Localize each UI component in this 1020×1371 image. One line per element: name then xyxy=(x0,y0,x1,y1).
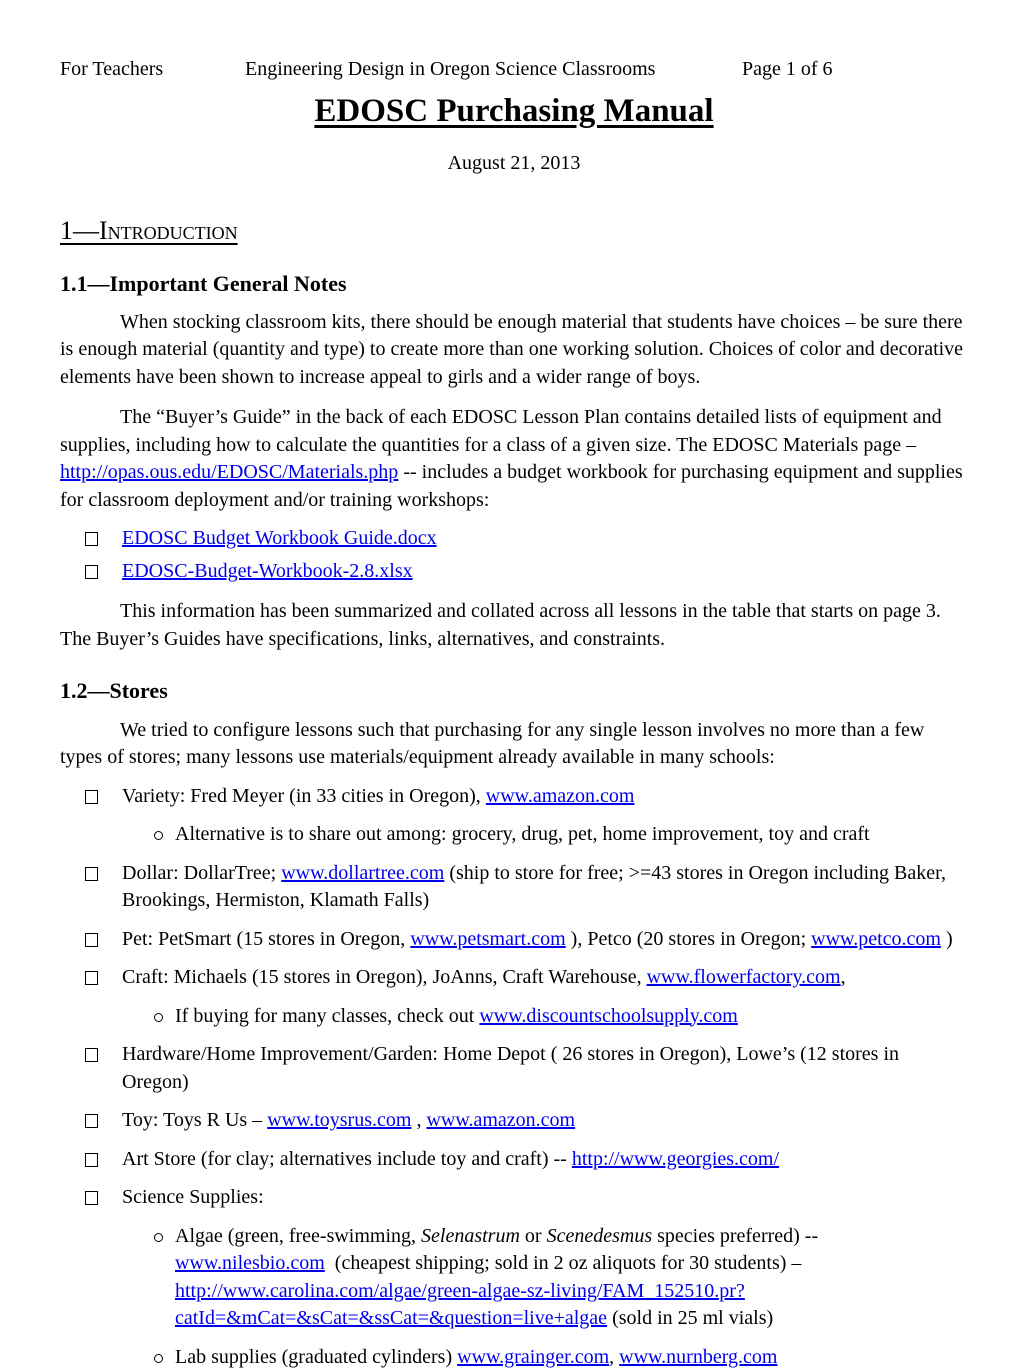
list-item xyxy=(60,558,968,586)
text-run: Hardware/Home Improvement/Garden: Home Depot ( 26 stores in Oregon), Lowe’s (12 stores in Oregon) xyxy=(122,1043,900,1093)
text-run: (ship to store for free; >=43 stores in Oregon including Baker, Brookings, Hermiston, Klamath Falls) xyxy=(122,861,946,912)
text-run: This information has been summarized and collated across all lessons in the table that starts on page 3. The Buyer’s Guides have specifications, links, alternatives, and constraints. xyxy=(60,600,941,650)
text-run: Alternative is to share out among: grocery, drug, pet, home improvement, toy and craft xyxy=(175,823,870,846)
hyperlink[interactable]: www.nurnberg.com xyxy=(619,1345,778,1368)
circle-bullet-icon xyxy=(154,831,163,840)
subsection-heading-important-general-notes xyxy=(60,271,968,296)
text-run: Variety: Fred Meyer (in 33 cities in Oregon), xyxy=(122,784,486,807)
checkbox-square-bullet-icon xyxy=(85,933,98,947)
hyperlink[interactable]: www.flowerfactory.com xyxy=(646,966,841,989)
list-item xyxy=(60,964,968,992)
subsection-heading-stores xyxy=(60,678,968,703)
sub-list-item xyxy=(60,1344,968,1371)
list-item xyxy=(60,525,968,553)
list-item xyxy=(60,1107,968,1135)
paragraph xyxy=(60,404,968,514)
paragraph xyxy=(60,717,968,772)
checkbox-square-bullet-icon xyxy=(85,790,98,804)
circle-bullet-icon xyxy=(154,1354,163,1363)
list-item xyxy=(60,860,968,915)
hyperlink[interactable]: www.grainger.com xyxy=(457,1345,610,1368)
species-name-text: Scenedesmus xyxy=(546,1224,653,1247)
text-run: We tried to configure lessons such that purchasing for any single lesson involves no more than a few types of stores; many lessons use materials/equipment already available in many schools: xyxy=(60,718,925,769)
list-item xyxy=(60,1041,968,1096)
text-run: Art Store (for clay; alternatives include toy and craft) -- xyxy=(122,1147,572,1170)
species-name-text: Selenastrum xyxy=(421,1224,520,1247)
text-run: Science Supplies: xyxy=(122,1186,264,1209)
text-run: Algae (green, free-swimming, xyxy=(175,1224,422,1247)
hyperlink[interactable]: www.discountschoolsupply.com xyxy=(479,1004,738,1027)
hyperlink[interactable]: http://opas.ous.edu/EDOSC/Materials.php xyxy=(60,461,399,484)
hyperlink[interactable]: EDOSC Budget Workbook Guide.docx xyxy=(122,527,437,550)
list-item xyxy=(60,1146,968,1174)
section-heading-introduction xyxy=(60,217,968,246)
document-body xyxy=(60,217,968,1371)
page-header xyxy=(60,58,968,84)
hyperlink[interactable]: www.nilesbio.com xyxy=(175,1252,325,1275)
checkbox-square-bullet-icon xyxy=(85,971,98,985)
hyperlink[interactable]: EDOSC-Budget-Workbook-2.8.xlsx xyxy=(122,559,413,582)
hyperlink[interactable]: www.dollartree.com xyxy=(281,861,445,884)
text-run: , xyxy=(609,1345,620,1368)
hyperlink[interactable]: www.amazon.com xyxy=(485,784,635,807)
hyperlink[interactable]: http://www.carolina.com/algae/green-algae-sz-living/FAM_152510.pr?catId=&mCat=&sCat=&ssCat=&question=live+algae xyxy=(175,1279,745,1330)
text-run: Pet: PetSmart (15 stores in Oregon, xyxy=(122,927,411,950)
header-page-number: Page 1 of 6 xyxy=(742,58,833,80)
text-run: (sold in 25 ml vials) xyxy=(607,1307,774,1330)
sub-list-item xyxy=(60,821,968,849)
checkbox-square-bullet-icon xyxy=(85,565,98,579)
text-run: Dollar: DollarTree; xyxy=(122,861,282,884)
text-run: If buying for many classes, check out xyxy=(175,1004,480,1027)
sub-list-item xyxy=(60,1003,968,1031)
heading-text: 1—Introduction xyxy=(60,215,238,245)
text-run: Craft: Michaels (15 stores in Oregon), JoAnns, Craft Warehouse, xyxy=(122,966,647,989)
paragraph xyxy=(60,309,968,392)
checkbox-square-bullet-icon xyxy=(85,867,98,881)
circle-bullet-icon xyxy=(154,1233,163,1242)
text-run: Lab supplies (graduated cylinders) xyxy=(175,1345,458,1368)
header-audience: For Teachers xyxy=(60,58,164,80)
checkbox-square-bullet-icon xyxy=(85,1114,98,1128)
text-run: ) xyxy=(940,927,953,950)
heading-text: 1.2—Stores xyxy=(60,678,168,704)
hyperlink[interactable]: www.petsmart.com xyxy=(410,927,566,950)
checkbox-square-bullet-icon xyxy=(85,1191,98,1205)
checkbox-square-bullet-icon xyxy=(85,532,98,546)
text-run: , xyxy=(840,966,846,989)
hyperlink[interactable]: www.toysrus.com xyxy=(267,1109,412,1132)
text-run: (cheapest shipping; sold in 2 oz aliquots for 30 students) – xyxy=(324,1252,802,1275)
heading-text: 1.1—Important General Notes xyxy=(60,270,347,296)
circle-bullet-icon xyxy=(154,1013,163,1022)
list-item xyxy=(60,926,968,954)
text-run: Toy: Toys R Us – xyxy=(122,1109,268,1132)
text-run: -- includes a budget workbook for purchasing equipment and supplies for classroom deployment and/or training workshops: xyxy=(60,461,963,511)
checkbox-square-bullet-icon xyxy=(85,1048,98,1062)
text-run: The “Buyer’s Guide” in the back of each EDOSC Lesson Plan contains detailed lists of equipment and supplies, including how to calculate the quantities for a class of a given size. The EDOSC Materials page – xyxy=(60,406,942,456)
hyperlink[interactable]: www.amazon.com xyxy=(426,1109,576,1132)
hyperlink[interactable]: www.petco.com xyxy=(811,927,941,950)
text-run: , xyxy=(411,1109,427,1132)
sub-list-item xyxy=(60,1223,968,1333)
paragraph xyxy=(60,598,968,653)
list-item xyxy=(60,1184,968,1212)
list-item xyxy=(60,783,968,811)
header-document-series: Engineering Design in Oregon Science Classrooms xyxy=(245,58,656,80)
hyperlink[interactable]: http://www.georgies.com/ xyxy=(571,1147,780,1170)
text-run: or xyxy=(519,1224,547,1247)
document-title xyxy=(60,93,968,131)
text-run: ), Petco (20 stores in Oregon; xyxy=(565,927,812,950)
document-date: August 21, 2013 xyxy=(447,151,581,174)
checkbox-square-bullet-icon xyxy=(85,1153,98,1167)
text-run: When stocking classroom kits, there should be enough material that students have choices – be sure there is enough material (quantity and type) to create more than one working solution. Choices of color and decorative elements have been shown to increase appeal to girls and a wider range of boys. xyxy=(60,310,964,388)
text-run: species preferred) -- xyxy=(652,1224,819,1247)
document-title-text: EDOSC Purchasing Manual xyxy=(314,93,714,129)
